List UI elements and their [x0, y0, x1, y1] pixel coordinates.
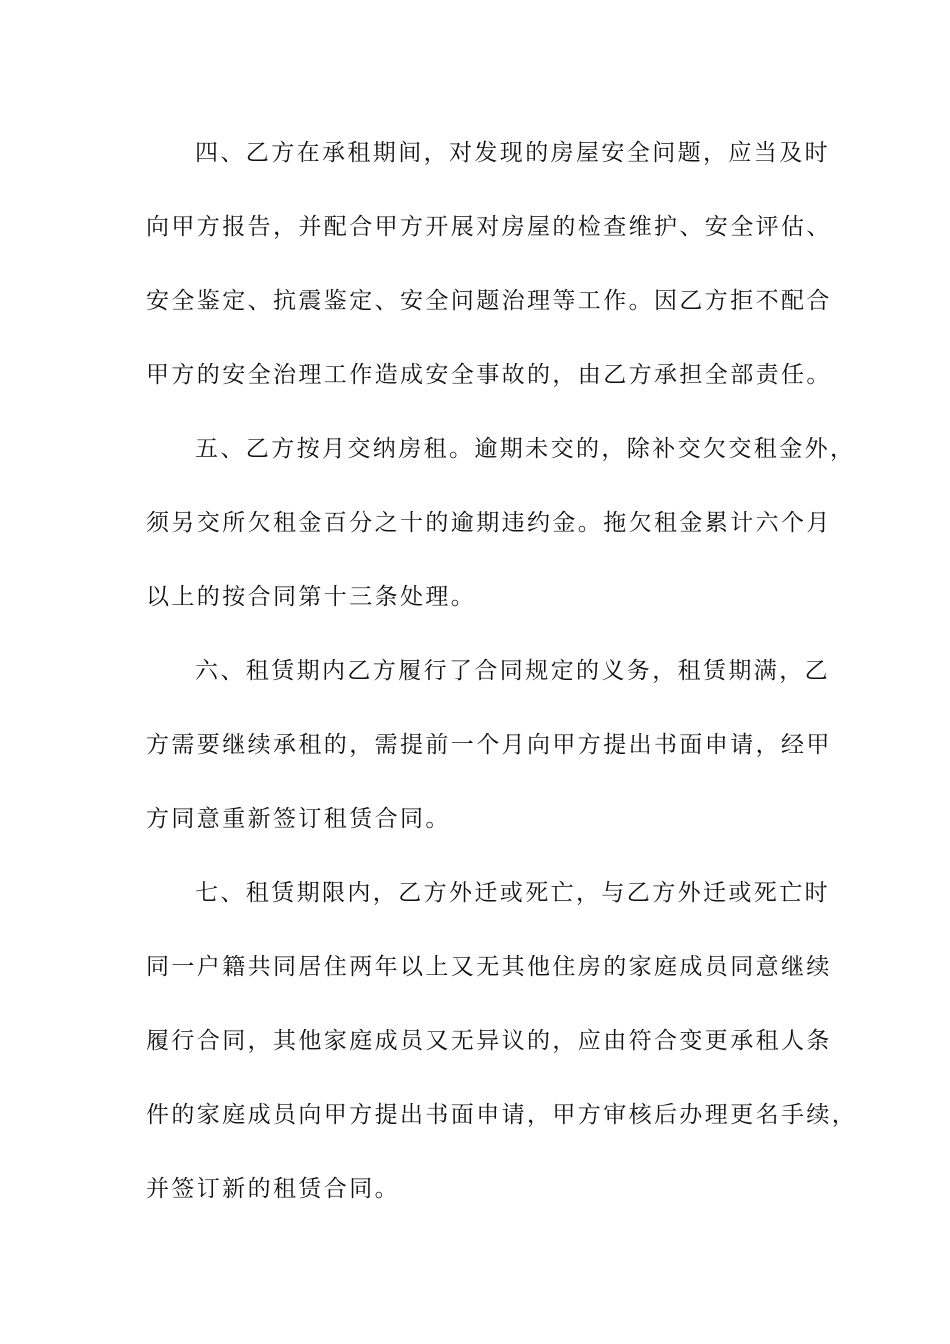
- clause-7-line-5: 并签订新的租赁合同。: [146, 1176, 400, 1202]
- clause-5-line-3: 以上的按合同第十三条处理。: [146, 584, 477, 610]
- clause-6-line-3: 方同意重新签订租赁合同。: [146, 806, 451, 832]
- clause-5-line-2: 须另交所欠租金百分之十的逾期违约金。拖欠租金累计六个月: [146, 510, 832, 536]
- clause-4-paragraph: [146, 123, 832, 419]
- clause-4-line-2: 向甲方报告，并配合甲方开展对房屋的检查维护、安全评估、: [146, 214, 832, 240]
- clause-7-line-2: 同一户籍共同居住两年以上又无其他住房的家庭成员同意继续: [146, 954, 832, 980]
- clause-7-line-3: 履行合同，其他家庭成员又无异议的，应由符合变更承租人条: [146, 1028, 832, 1054]
- clause-5-paragraph: [146, 419, 856, 641]
- clause-6-line-2: 方需要继续承租的，需提前一个月向甲方提出书面申请，经甲: [146, 732, 832, 758]
- clause-7-line-1: 七、租赁期限内，乙方外迁或死亡，与乙方外迁或死亡时: [195, 880, 830, 906]
- clause-4-line-4: 甲方的安全治理工作造成安全事故的，由乙方承担全部责任。: [146, 362, 832, 388]
- clause-4-line-1: 四、乙方在承租期间，对发现的房屋安全问题，应当及时: [195, 140, 830, 166]
- clause-6-line-1: 六、租赁期内乙方履行了合同规定的义务，租赁期满，乙: [195, 658, 830, 684]
- clause-7-line-4: 件的家庭成员向甲方提出书面申请，甲方审核后办理更名手续，: [146, 1102, 858, 1128]
- clause-5-line-1: 五、乙方按月交纳房租。逾期未交的，除补交欠交租金外，: [195, 436, 856, 462]
- clause-6-paragraph: [146, 641, 832, 863]
- document-body: [146, 123, 858, 1233]
- clause-7-paragraph: [146, 863, 858, 1233]
- clause-4-line-3: 安全鉴定、抗震鉴定、安全问题治理等工作。因乙方拒不配合: [146, 288, 832, 314]
